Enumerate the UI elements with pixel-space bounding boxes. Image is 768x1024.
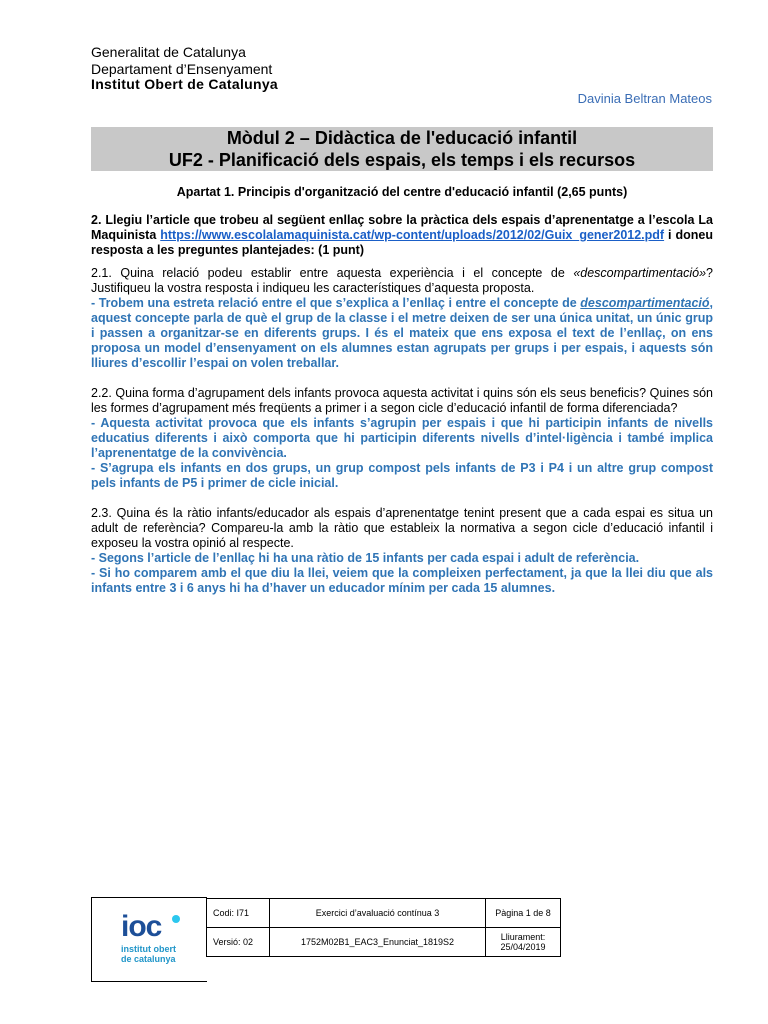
- section-heading: Apartat 1. Principis d'organització del centre d'educació infantil (2,65 punts): [176, 185, 628, 199]
- question-2-2: 2.2. Quina forma d’agrupament dels infants provoca aquesta activitat i quins són els seus beneficis? Quines són les formes d’agrupament més freqüents a primer i a segon cicle d’educació infantil de forma diferenciada?: [91, 386, 713, 415]
- question-2-text-a: 2. Llegiu l’article que trobeu al següent enllaç sobre la pràctica dels espais d’aprenentatge a l’escola La Maquinista: [91, 213, 713, 242]
- ioc-logo: [91, 897, 207, 982]
- footer-pagina: Pàgina 1 de 8: [486, 899, 561, 928]
- answer-2-2-b: - S’agrupa els infants en dos grups, un grup compost pels infants de P3 i P4 i un altre grup compost pels infants de P5 i primer de cicle inicial.: [91, 461, 713, 490]
- a21-text-a: - Trobem una estreta relació entre el que s’explica a l’enllaç i entre el concepte de: [91, 296, 581, 310]
- logo-subtitle-2: de catalunya: [121, 953, 176, 964]
- question-2-1: [91, 266, 713, 296]
- module-title-box: [91, 127, 713, 171]
- footer-fitxer: 1752M02B1_EAC3_Enunciat_1819S2: [270, 928, 486, 957]
- answer-2-1: [91, 296, 713, 371]
- footer-lliurament: [486, 928, 561, 957]
- author-name: Davinia Beltran Mateos: [577, 91, 712, 106]
- article-link[interactable]: https://www.escolalamaquinista.cat/wp-content/uploads/2012/02/Guix_gener2012.pdf: [160, 228, 665, 242]
- question-2-3: 2.3. Quina és la ràtio infants/educador als espais d’aprenentatge tenint present que a cada espai es situa un adult de referència? Compareu-la amb la ràtio que estableix la normativa a segon cicle d’educació infantil i exposeu la vostra opinió al respecte.: [91, 506, 713, 550]
- answer-2-2-a: - Aquesta activitat provoca que els infants s’agrupin per espais i que hi participin infants de nivells educatius diferents i això comporta que hi participin diferents nivells d’intel·ligència i també implica l’aprenentatge de la convivència.: [91, 416, 713, 460]
- question-2-text-b: i doneu resposta a les preguntes plantejades: (1 punt): [91, 228, 713, 257]
- footer-exercici: Exercici d’avaluació contínua 3: [270, 899, 486, 928]
- a21-text-b: , aquest concepte parla de què el grup de la classe i el metre deixen de ser una única unitat, un únic grup i passen a organitzar-se en diferents grups. I és el mateix que ens exposa el text de l’enllaç, on ens proposa un model d’ensenyament on els alumnes estan agrupats per grups i per espais, i aquests són lliures d’escollir l’espai on volen treballar.: [91, 296, 713, 370]
- lliurament-date: 25/04/2019: [500, 942, 546, 952]
- answer-2-3-b: - Si ho comparem amb el que diu la llei, veiem que la compleixen perfectament, ja que la llei diu que als infants entre 3 i 6 anys hi ha d’haver un educador mínim per cada 15 alumnes.: [91, 566, 713, 595]
- document-body: [91, 213, 713, 596]
- unit-title: UF2 - Planificació dels espais, els temps i els recursos: [168, 150, 636, 170]
- footer-row: [207, 899, 561, 928]
- logo-wordmark: ioc: [121, 910, 162, 943]
- org-line-2: Departament d’Ensenyament: [91, 61, 273, 77]
- question-2-intro: [91, 213, 713, 258]
- q21-text-b: ? Justifiqueu la vostra resposta i indiqueu les característiques d’aquesta proposta.: [91, 266, 713, 295]
- logo-subtitle: [121, 945, 176, 964]
- logo-dot-icon: [172, 915, 180, 923]
- logo-subtitle-1: institut obert: [121, 944, 176, 954]
- a21-emphasis: descompartimentació: [580, 296, 710, 310]
- q21-text-a: 2.1. Quina relació podeu establir entre aquesta experiència i el concepte de: [91, 266, 574, 280]
- module-title: Mòdul 2 – Didàctica de l'educació infantil: [226, 128, 578, 148]
- answer-2-3-a: - Segons l’article de l’enllaç hi ha una ràtio de 15 infants per cada espai i adult de referència.: [91, 551, 640, 565]
- org-line-1: Generalitat de Catalunya: [91, 44, 246, 60]
- footer-versio: Versió: 02: [207, 928, 270, 957]
- lliurament-label: Lliurament:: [500, 932, 546, 942]
- org-line-3: Institut Obert de Catalunya: [91, 76, 279, 92]
- footer-row: [207, 928, 561, 957]
- q21-emphasis: «descompartimentació»: [573, 266, 707, 280]
- footer-codi: Codi: I71: [207, 899, 270, 928]
- footer-table: [206, 898, 561, 957]
